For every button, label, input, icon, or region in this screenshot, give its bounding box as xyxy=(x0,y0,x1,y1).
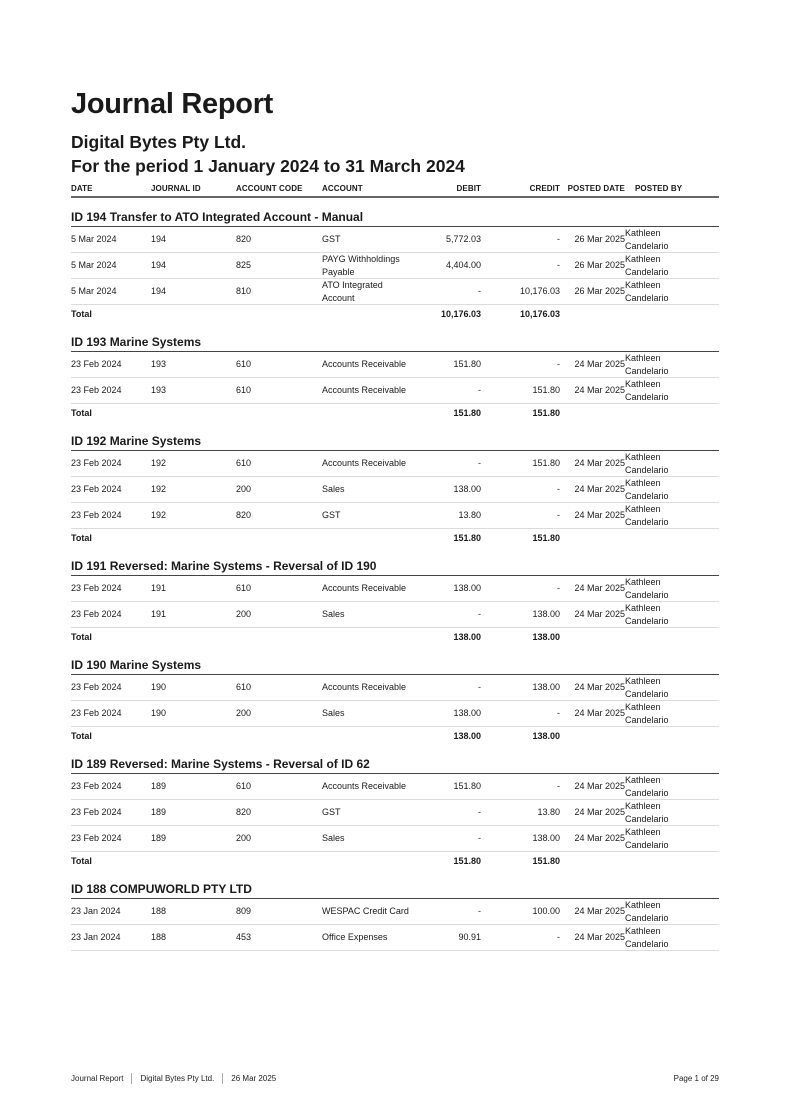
total-debit: 10,176.03 xyxy=(440,309,481,319)
cell-credit: 138.00 xyxy=(532,609,560,620)
cell-posted-date: 26 Mar 2025 xyxy=(574,234,625,245)
cell-debit: 5,772.03 xyxy=(445,234,481,245)
cell-date: 23 Feb 2024 xyxy=(71,781,122,792)
cell-journal-id: 193 xyxy=(151,385,167,396)
cell-debit: 13.80 xyxy=(458,510,481,521)
cell-posted-by: Kathleen Candelario xyxy=(625,452,669,475)
cell-account-code: 610 xyxy=(236,385,252,396)
cell-posted-date: 26 Mar 2025 xyxy=(574,286,625,297)
cell-posted-by: Kathleen Candelario xyxy=(625,603,669,626)
cell-date: 23 Feb 2024 xyxy=(71,458,122,469)
cell-account: Sales xyxy=(322,484,345,495)
report-page xyxy=(71,84,719,951)
col-journal-id: JOURNAL ID xyxy=(151,184,201,193)
report-period: For the period 1 January 2024 to 31 March 2024 xyxy=(71,156,465,176)
journal-line-row xyxy=(71,701,719,727)
cell-journal-id: 188 xyxy=(151,906,167,917)
cell-journal-id: 189 xyxy=(151,833,167,844)
cell-posted-date: 24 Mar 2025 xyxy=(574,583,625,594)
journal-line-row xyxy=(71,826,719,852)
journal-title: ID 190 Marine Systems xyxy=(71,658,719,675)
journal-list xyxy=(71,210,719,951)
cell-account-code: 610 xyxy=(236,682,252,693)
cell-posted-date: 24 Mar 2025 xyxy=(574,359,625,370)
journal-section xyxy=(71,335,719,422)
col-debit: DEBIT xyxy=(456,184,481,193)
cell-credit: 138.00 xyxy=(532,682,560,693)
journal-total-row xyxy=(71,305,719,323)
col-credit: CREDIT xyxy=(529,184,560,193)
cell-date: 23 Feb 2024 xyxy=(71,807,122,818)
total-debit: 151.80 xyxy=(453,408,481,418)
cell-posted-by: Kathleen Candelario xyxy=(625,775,669,798)
cell-credit: - xyxy=(557,708,560,719)
cell-date: 5 Mar 2024 xyxy=(71,234,117,245)
footer-page-number: Page 1 of 29 xyxy=(673,1074,719,1083)
cell-account: Sales xyxy=(322,609,345,620)
cell-posted-date: 24 Mar 2025 xyxy=(574,807,625,818)
cell-credit: 13.80 xyxy=(537,807,560,818)
cell-debit: - xyxy=(478,458,481,469)
cell-debit: 138.00 xyxy=(453,708,481,719)
total-label: Total xyxy=(71,408,92,418)
cell-credit: - xyxy=(557,484,560,495)
cell-account: Accounts Receivable xyxy=(322,682,407,693)
cell-account-code: 200 xyxy=(236,484,252,495)
cell-posted-date: 24 Mar 2025 xyxy=(574,609,625,620)
cell-debit: 138.00 xyxy=(453,583,481,594)
total-debit: 138.00 xyxy=(453,731,481,741)
cell-posted-date: 24 Mar 2025 xyxy=(574,510,625,521)
cell-account-code: 200 xyxy=(236,833,252,844)
cell-date: 23 Feb 2024 xyxy=(71,609,122,620)
cell-posted-date: 24 Mar 2025 xyxy=(574,906,625,917)
journal-line-row xyxy=(71,675,719,701)
cell-account-code: 610 xyxy=(236,458,252,469)
cell-posted-date: 24 Mar 2025 xyxy=(574,932,625,943)
cell-date: 5 Mar 2024 xyxy=(71,260,117,271)
cell-date: 23 Feb 2024 xyxy=(71,682,122,693)
cell-credit: 10,176.03 xyxy=(519,286,560,297)
total-debit: 151.80 xyxy=(453,856,481,866)
cell-journal-id: 194 xyxy=(151,286,167,297)
cell-account: Office Expenses xyxy=(322,932,388,943)
cell-journal-id: 188 xyxy=(151,932,167,943)
cell-credit: - xyxy=(557,583,560,594)
total-credit: 138.00 xyxy=(532,632,560,642)
journal-title: ID 188 COMPUWORLD PTY LTD xyxy=(71,882,719,899)
journal-section xyxy=(71,434,719,547)
journal-total-row xyxy=(71,404,719,422)
cell-account: GST xyxy=(322,234,341,245)
cell-credit: - xyxy=(557,260,560,271)
col-posted-date: POSTED DATE xyxy=(567,184,625,193)
journal-section xyxy=(71,559,719,646)
cell-journal-id: 189 xyxy=(151,781,167,792)
cell-journal-id: 190 xyxy=(151,682,167,693)
cell-account: GST xyxy=(322,510,341,521)
cell-debit: 151.80 xyxy=(453,781,481,792)
cell-account-code: 825 xyxy=(236,260,252,271)
cell-journal-id: 191 xyxy=(151,609,167,620)
cell-account: PAYG Withholdings Payable xyxy=(322,254,400,277)
cell-account-code: 810 xyxy=(236,286,252,297)
cell-debit: - xyxy=(478,286,481,297)
cell-account: Sales xyxy=(322,708,345,719)
footer-report-name: Journal Report xyxy=(71,1074,124,1083)
cell-posted-date: 24 Mar 2025 xyxy=(574,682,625,693)
col-account-code: ACCOUNT CODE xyxy=(236,184,303,193)
cell-date: 23 Feb 2024 xyxy=(71,385,122,396)
journal-line-row xyxy=(71,925,719,951)
cell-account-code: 200 xyxy=(236,708,252,719)
cell-debit: 90.91 xyxy=(458,932,481,943)
cell-credit: 151.80 xyxy=(532,385,560,396)
cell-posted-by: Kathleen Candelario xyxy=(625,801,669,824)
cell-posted-date: 24 Mar 2025 xyxy=(574,833,625,844)
footer-company: Digital Bytes Pty Ltd. xyxy=(140,1074,215,1083)
cell-posted-date: 24 Mar 2025 xyxy=(574,385,625,396)
cell-date: 23 Feb 2024 xyxy=(71,359,122,370)
cell-posted-by: Kathleen Candelario xyxy=(625,280,669,303)
cell-account-code: 453 xyxy=(236,932,252,943)
cell-credit: - xyxy=(557,234,560,245)
journal-line-row xyxy=(71,576,719,602)
column-headers xyxy=(71,178,719,198)
journal-title: ID 191 Reversed: Marine Systems - Reversal of ID 190 xyxy=(71,559,719,576)
cell-date: 23 Jan 2024 xyxy=(71,932,121,943)
journal-line-row xyxy=(71,774,719,800)
cell-account: Accounts Receivable xyxy=(322,458,407,469)
cell-journal-id: 193 xyxy=(151,359,167,370)
cell-debit: - xyxy=(478,385,481,396)
cell-posted-by: Kathleen Candelario xyxy=(625,379,669,402)
cell-journal-id: 194 xyxy=(151,234,167,245)
journal-line-row xyxy=(71,800,719,826)
cell-debit: - xyxy=(478,682,481,693)
total-credit: 138.00 xyxy=(532,731,560,741)
footer-divider xyxy=(131,1073,132,1084)
total-debit: 151.80 xyxy=(453,533,481,543)
journal-line-row xyxy=(71,227,719,253)
cell-account: GST xyxy=(322,807,341,818)
cell-posted-by: Kathleen Candelario xyxy=(625,926,669,949)
cell-posted-by: Kathleen Candelario xyxy=(625,577,669,600)
cell-debit: - xyxy=(478,609,481,620)
total-label: Total xyxy=(71,731,92,741)
cell-account-code: 610 xyxy=(236,583,252,594)
cell-posted-by: Kathleen Candelario xyxy=(625,827,669,850)
journal-total-row xyxy=(71,852,719,870)
cell-posted-by: Kathleen Candelario xyxy=(625,353,669,376)
cell-posted-date: 24 Mar 2025 xyxy=(574,781,625,792)
cell-account-code: 820 xyxy=(236,234,252,245)
report-title: Journal Report xyxy=(71,88,274,120)
cell-credit: - xyxy=(557,510,560,521)
cell-posted-by: Kathleen Candelario xyxy=(625,676,669,699)
cell-debit: 151.80 xyxy=(453,359,481,370)
journal-section xyxy=(71,658,719,745)
cell-debit: - xyxy=(478,807,481,818)
cell-account: Accounts Receivable xyxy=(322,583,407,594)
journal-line-row xyxy=(71,451,719,477)
cell-credit: 151.80 xyxy=(532,458,560,469)
cell-journal-id: 189 xyxy=(151,807,167,818)
journal-line-row xyxy=(71,253,719,279)
footer-date: 26 Mar 2025 xyxy=(231,1074,277,1083)
cell-account: Accounts Receivable xyxy=(322,781,407,792)
journal-total-row xyxy=(71,529,719,547)
cell-date: 23 Feb 2024 xyxy=(71,833,122,844)
journal-line-row xyxy=(71,477,719,503)
journal-line-row xyxy=(71,352,719,378)
journal-total-row xyxy=(71,628,719,646)
cell-posted-by: Kathleen Candelario xyxy=(625,254,669,277)
cell-account-code: 809 xyxy=(236,906,252,917)
cell-account: Sales xyxy=(322,833,345,844)
cell-posted-date: 24 Mar 2025 xyxy=(574,484,625,495)
cell-journal-id: 192 xyxy=(151,458,167,469)
cell-date: 23 Feb 2024 xyxy=(71,510,122,521)
cell-posted-by: Kathleen Candelario xyxy=(625,702,669,725)
cell-posted-date: 26 Mar 2025 xyxy=(574,260,625,271)
journal-line-row xyxy=(71,279,719,305)
cell-account: Accounts Receivable xyxy=(322,359,407,370)
cell-account-code: 820 xyxy=(236,510,252,521)
cell-posted-by: Kathleen Candelario xyxy=(625,228,669,251)
journal-title: ID 194 Transfer to ATO Integrated Account - Manual xyxy=(71,210,719,227)
cell-debit: 138.00 xyxy=(453,484,481,495)
total-credit: 151.80 xyxy=(532,408,560,418)
cell-credit: - xyxy=(557,932,560,943)
cell-date: 23 Jan 2024 xyxy=(71,906,121,917)
total-label: Total xyxy=(71,309,92,319)
cell-account: WESPAC Credit Card xyxy=(322,906,409,917)
cell-account: Accounts Receivable xyxy=(322,385,407,396)
company-name: Digital Bytes Pty Ltd. xyxy=(71,132,247,152)
cell-posted-by: Kathleen Candelario xyxy=(625,504,669,527)
journal-section xyxy=(71,882,719,951)
total-debit: 138.00 xyxy=(453,632,481,642)
total-credit: 151.80 xyxy=(532,533,560,543)
cell-account-code: 820 xyxy=(236,807,252,818)
total-label: Total xyxy=(71,533,92,543)
total-credit: 151.80 xyxy=(532,856,560,866)
journal-line-row xyxy=(71,503,719,529)
journal-title: ID 192 Marine Systems xyxy=(71,434,719,451)
cell-posted-by: Kathleen Candelario xyxy=(625,478,669,501)
page-footer xyxy=(71,1073,719,1084)
journal-section xyxy=(71,210,719,323)
journal-line-row xyxy=(71,378,719,404)
cell-journal-id: 192 xyxy=(151,510,167,521)
journal-line-row xyxy=(71,602,719,628)
journal-title: ID 193 Marine Systems xyxy=(71,335,719,352)
cell-date: 5 Mar 2024 xyxy=(71,286,117,297)
cell-account: ATO Integrated Account xyxy=(322,280,383,303)
footer-divider xyxy=(222,1073,223,1084)
cell-debit: - xyxy=(478,833,481,844)
cell-debit: - xyxy=(478,906,481,917)
col-date: DATE xyxy=(71,184,93,193)
cell-posted-date: 24 Mar 2025 xyxy=(574,708,625,719)
cell-date: 23 Feb 2024 xyxy=(71,484,122,495)
cell-journal-id: 194 xyxy=(151,260,167,271)
cell-credit: - xyxy=(557,781,560,792)
cell-credit: 138.00 xyxy=(532,833,560,844)
cell-account-code: 200 xyxy=(236,609,252,620)
cell-journal-id: 190 xyxy=(151,708,167,719)
cell-account-code: 610 xyxy=(236,359,252,370)
journal-section xyxy=(71,757,719,870)
cell-account-code: 610 xyxy=(236,781,252,792)
cell-posted-date: 24 Mar 2025 xyxy=(574,458,625,469)
journal-title: ID 189 Reversed: Marine Systems - Reversal of ID 62 xyxy=(71,757,719,774)
cell-credit: - xyxy=(557,359,560,370)
journal-line-row xyxy=(71,899,719,925)
cell-debit: 4,404.00 xyxy=(445,260,481,271)
cell-date: 23 Feb 2024 xyxy=(71,583,122,594)
total-label: Total xyxy=(71,856,92,866)
col-posted-by: POSTED BY xyxy=(635,184,683,193)
cell-journal-id: 192 xyxy=(151,484,167,495)
total-credit: 10,176.03 xyxy=(519,309,560,319)
cell-date: 23 Feb 2024 xyxy=(71,708,122,719)
col-account: ACCOUNT xyxy=(322,184,363,193)
cell-posted-by: Kathleen Candelario xyxy=(625,900,669,923)
total-label: Total xyxy=(71,632,92,642)
cell-journal-id: 191 xyxy=(151,583,167,594)
journal-total-row xyxy=(71,727,719,745)
cell-credit: 100.00 xyxy=(532,906,560,917)
